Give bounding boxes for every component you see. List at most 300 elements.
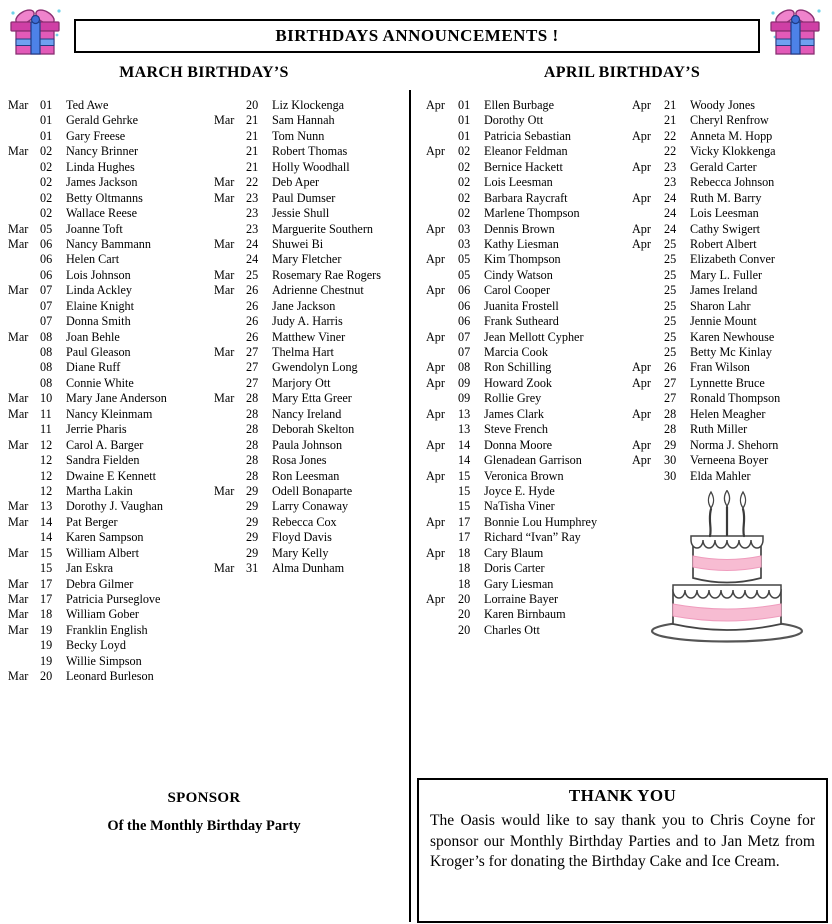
month-label: [8, 160, 40, 175]
gift-box-icon: [7, 5, 65, 57]
birthday-row: [0, 453, 408, 468]
month-label: [426, 607, 458, 622]
day-number: 11: [40, 406, 52, 421]
month-label: [214, 499, 246, 514]
month-label: [426, 206, 458, 221]
person-name: Thelma Hart: [272, 345, 334, 359]
person-name: Tom Nunn: [272, 128, 325, 143]
day-number: 05: [458, 252, 471, 267]
person-name: Adrienne Chestnut: [272, 283, 364, 298]
day-number: 28: [246, 437, 259, 452]
birthday-row: [0, 546, 408, 561]
month-label: Apr: [426, 98, 445, 112]
day-number: 08: [40, 360, 53, 375]
day-number: 27: [246, 345, 259, 359]
person-name: Cindy Watson: [484, 267, 553, 282]
person-name: Bonnie Lou Humphrey: [484, 514, 598, 529]
person-name: Eleanor Feldman: [484, 144, 568, 159]
month-label: [214, 299, 246, 314]
day-number: [246, 654, 272, 669]
month-label: [214, 546, 246, 561]
month-label: Apr: [426, 375, 445, 390]
day-number: 25: [664, 267, 677, 282]
person-name: Rosemary Rae Rogers: [272, 267, 381, 282]
day-number: 19: [40, 653, 53, 668]
day-number: 21: [246, 144, 259, 159]
person-name: Donna Moore: [484, 437, 553, 452]
month-label: Mar: [8, 669, 29, 684]
day-number: 24: [664, 221, 677, 236]
day-number: 15: [458, 468, 471, 483]
person-name: Shuwei Bi: [272, 236, 324, 251]
day-number: 11: [40, 422, 52, 437]
person-name: Franklin English: [66, 622, 148, 637]
month-label: [8, 268, 40, 283]
day-number: 25: [664, 329, 677, 344]
person-name: Jean Mellott Cypher: [484, 329, 584, 344]
month-label: [426, 561, 458, 576]
day-number: 06: [458, 283, 471, 298]
day-number: 22: [664, 128, 677, 143]
day-number: 02: [458, 206, 471, 221]
month-label: [8, 484, 40, 499]
person-name: Marcia Cook: [484, 345, 548, 359]
month-label: Mar: [8, 329, 29, 344]
person-name: Ruth M. Barry: [690, 190, 762, 205]
day-number: 25: [664, 298, 677, 313]
month-label: Mar: [8, 437, 29, 452]
birthday-row: [0, 314, 408, 329]
month-label: Apr: [426, 144, 445, 159]
person-name: Rebecca Johnson: [690, 175, 775, 190]
day-number: 28: [246, 468, 259, 483]
month-label: [8, 638, 40, 653]
birthday-row: [412, 391, 832, 406]
month-label: [8, 206, 40, 221]
birthday-row: [412, 129, 832, 144]
person-name: Bernice Hackett: [484, 159, 563, 174]
birthday-row: [412, 453, 832, 468]
birthday-row: [0, 607, 408, 622]
month-label: Apr: [426, 437, 445, 452]
person-name: Norma J. Shehorn: [690, 437, 779, 452]
month-label: [426, 453, 458, 468]
thank-you-body: The Oasis would like to say thank you to Chris Coyne for sponsor our Monthly Birthday Parties and to Jan Metz from Kroger’s for donating the Birthday Cake and Ice Cream.: [430, 812, 815, 871]
month-label: [426, 191, 458, 206]
month-label: [426, 530, 458, 545]
month-label: [632, 252, 664, 267]
person-name: Doris Carter: [484, 561, 545, 576]
birthday-row: [412, 407, 832, 422]
person-name: Kathy Liesman: [484, 236, 559, 251]
day-number: 15: [40, 545, 53, 560]
month-label: [426, 314, 458, 329]
birthday-row: [0, 469, 408, 484]
person-name: Pat Berger: [66, 514, 118, 529]
month-label: Apr: [426, 545, 445, 560]
day-number: 24: [246, 252, 259, 267]
birthday-row: [0, 268, 408, 283]
month-label: [632, 314, 664, 329]
month-label: Mar: [214, 175, 235, 190]
person-name: Deborah Skelton: [272, 422, 355, 437]
month-label: [632, 422, 664, 437]
birthday-row: [412, 206, 832, 221]
day-number: 28: [246, 391, 259, 406]
day-number: 23: [664, 159, 677, 174]
person-name: Richard “Ivan” Ray: [484, 530, 581, 545]
person-name: William Albert: [66, 545, 139, 560]
birthday-row: [0, 391, 408, 406]
month-label: Apr: [632, 236, 651, 251]
person-name: Carol Cooper: [484, 283, 551, 298]
person-name: Cathy Swigert: [690, 221, 761, 236]
day-number: 06: [40, 252, 53, 267]
month-label: [426, 268, 458, 283]
month-label: Mar: [8, 622, 29, 637]
day-number: 02: [40, 190, 53, 205]
person-name: Sandra Fielden: [66, 453, 140, 468]
day-number: 03: [458, 236, 471, 251]
person-name: Linda Hughes: [66, 159, 135, 174]
month-label: Mar: [8, 221, 29, 236]
birthday-row: [0, 530, 408, 545]
birthday-row: [0, 299, 408, 314]
person-name: Robert Thomas: [272, 144, 348, 159]
birthday-row: [412, 98, 832, 113]
person-name: Ron Leesman: [272, 468, 340, 483]
person-name: [272, 577, 408, 592]
person-name: Glenadean Garrison: [484, 453, 582, 468]
day-number: 02: [40, 159, 53, 174]
person-name: Kim Thompson: [484, 252, 561, 267]
person-name: Sharon Lahr: [690, 298, 751, 313]
month-label: [214, 623, 246, 638]
person-name: William Gober: [66, 607, 139, 622]
day-number: 18: [458, 576, 471, 591]
person-name: Betty Oltmanns: [66, 190, 143, 205]
person-name: Dorothy Ott: [484, 113, 544, 128]
person-name: Mary Kelly: [272, 545, 329, 560]
day-number: 08: [458, 360, 471, 375]
person-name: James Ireland: [690, 283, 758, 298]
birthday-row: [0, 175, 408, 190]
day-number: 02: [458, 175, 471, 190]
month-label: Mar: [8, 576, 29, 591]
person-name: Lois Leesman: [690, 206, 759, 221]
person-name: Rosa Jones: [272, 453, 327, 468]
birthday-row: [0, 592, 408, 607]
month-label: [8, 129, 40, 144]
birthday-row: [0, 407, 408, 422]
birthday-row: [412, 345, 832, 360]
day-number: 28: [246, 406, 259, 421]
day-number: 17: [40, 592, 53, 606]
month-label: Apr: [426, 514, 445, 529]
day-number: 23: [246, 221, 259, 236]
person-name: Becky Loyd: [66, 638, 126, 653]
month-label: [214, 144, 246, 159]
birthday-row: [412, 144, 832, 159]
person-name: Wallace Reese: [66, 206, 138, 221]
thank-you-box: [417, 778, 828, 923]
person-name: Alma Dunham: [272, 561, 345, 576]
day-number: 25: [246, 267, 259, 282]
day-number: 12: [40, 437, 53, 452]
person-name: Patricia Purseglove: [66, 592, 161, 606]
day-number: 15: [458, 499, 471, 514]
month-label: [214, 360, 246, 375]
person-name: Helen Meagher: [690, 406, 766, 421]
day-number: 30: [664, 468, 677, 483]
month-label: Apr: [632, 159, 651, 174]
day-number: 24: [664, 206, 677, 221]
person-name: Willie Simpson: [66, 653, 142, 668]
month-label: [214, 222, 246, 237]
person-name: Cheryl Renfrow: [690, 113, 769, 128]
person-name: Lois Leesman: [484, 175, 553, 190]
month-label: [214, 376, 246, 391]
day-number: 20: [458, 592, 471, 606]
day-number: 07: [458, 345, 471, 359]
person-name: Frank Sutheard: [484, 314, 559, 329]
month-label: Mar: [8, 144, 29, 159]
month-label: Mar: [214, 561, 235, 576]
day-number: 28: [664, 422, 677, 437]
person-name: [272, 669, 408, 684]
month-label: [426, 160, 458, 175]
day-number: 06: [458, 314, 471, 329]
day-number: 29: [664, 437, 677, 452]
day-number: 21: [664, 98, 677, 112]
month-label: [426, 499, 458, 514]
person-name: Martha Lakin: [66, 483, 133, 498]
month-label: [214, 206, 246, 221]
person-name: Floyd Davis: [272, 530, 332, 545]
birthday-row: [0, 422, 408, 437]
day-number: 01: [40, 98, 53, 112]
day-number: 23: [664, 175, 677, 190]
day-number: 13: [458, 406, 471, 421]
person-name: Lois Johnson: [66, 267, 131, 282]
person-name: Mary Fletcher: [272, 252, 342, 267]
month-label: [8, 175, 40, 190]
month-label: [426, 623, 458, 638]
month-label: [8, 360, 40, 375]
person-name: [272, 623, 408, 638]
day-number: 01: [458, 113, 471, 128]
month-label: Apr: [632, 406, 651, 421]
month-label: [8, 252, 40, 267]
day-number: 29: [246, 514, 259, 529]
day-number: 02: [458, 190, 471, 205]
day-number: [246, 638, 272, 653]
person-name: Jennie Mount: [690, 314, 757, 329]
person-name: Veronica Brown: [484, 468, 564, 483]
birthday-row: [0, 206, 408, 221]
birthday-row: [412, 314, 832, 329]
person-name: Larry Conaway: [272, 499, 349, 514]
birthday-row: [0, 438, 408, 453]
day-number: 20: [458, 607, 471, 622]
day-number: 14: [40, 530, 53, 545]
month-label: [8, 345, 40, 360]
month-label: Apr: [632, 221, 651, 236]
person-name: Ruth Miller: [690, 422, 748, 437]
birthday-row: [412, 330, 832, 345]
sponsor-block: [0, 790, 408, 835]
birthday-row: [412, 422, 832, 437]
month-label: [214, 530, 246, 545]
month-label: Mar: [8, 406, 29, 421]
day-number: 08: [40, 329, 53, 344]
month-label: Mar: [8, 514, 29, 529]
day-number: 19: [40, 638, 53, 653]
birthday-row: [412, 299, 832, 314]
march-section: [0, 64, 408, 685]
person-name: Paul Gleason: [66, 345, 131, 359]
month-label: Apr: [632, 190, 651, 205]
birthday-row: [0, 98, 408, 113]
day-number: 22: [246, 175, 259, 190]
birthday-row: [412, 360, 832, 375]
birthday-row: [412, 469, 832, 484]
day-number: 21: [246, 128, 259, 143]
month-label: Mar: [214, 267, 235, 282]
person-name: Patricia Sebastian: [484, 128, 571, 143]
person-name: Marguerite Southern: [272, 221, 373, 236]
day-number: [246, 669, 272, 684]
month-label: [8, 191, 40, 206]
person-name: Helen Cart: [66, 252, 120, 267]
person-name: Nancy Ireland: [272, 406, 342, 421]
day-number: 17: [458, 530, 471, 545]
birthday-row: [0, 345, 408, 360]
person-name: Anneta M. Hopp: [690, 128, 773, 143]
person-name: Howard Zook: [484, 375, 553, 390]
person-name: Ron Schilling: [484, 360, 552, 375]
day-number: 23: [246, 206, 259, 221]
month-label: [214, 407, 246, 422]
person-name: Matthew Viner: [272, 329, 346, 344]
person-name: Vicky Klokkenga: [690, 144, 776, 159]
month-label: [426, 299, 458, 314]
person-name: Mary L. Fuller: [690, 267, 763, 282]
month-label: [426, 237, 458, 252]
birthday-row: [412, 438, 832, 453]
person-name: Cary Blaum: [484, 545, 544, 560]
day-number: 18: [458, 545, 471, 560]
birthday-row: [412, 175, 832, 190]
person-name: Gary Liesman: [484, 576, 554, 591]
month-label: [632, 175, 664, 190]
person-name: Dennis Brown: [484, 221, 555, 236]
birthday-row: [0, 160, 408, 175]
birthday-row: [0, 144, 408, 159]
month-label: Apr: [632, 98, 651, 112]
person-name: James Jackson: [66, 175, 138, 190]
month-label: Mar: [8, 545, 29, 560]
person-name: [272, 638, 408, 653]
person-name: Jessie Shull: [272, 206, 330, 221]
march-birthday-list: [0, 98, 408, 685]
person-name: Gary Freese: [66, 128, 126, 143]
person-name: [272, 654, 408, 669]
person-name: Karen Birnbaum: [484, 607, 566, 622]
person-name: Holly Woodhall: [272, 159, 350, 174]
person-name: Charles Ott: [484, 622, 540, 637]
month-label: Apr: [426, 252, 445, 267]
day-number: 24: [246, 236, 259, 251]
birthday-row: [412, 268, 832, 283]
person-name: Ronald Thompson: [690, 391, 781, 406]
person-name: Rebecca Cox: [272, 514, 337, 529]
birthday-row: [0, 577, 408, 592]
day-number: 02: [458, 144, 471, 159]
day-number: 30: [664, 453, 677, 468]
birthday-row: [412, 252, 832, 267]
month-label: Mar: [8, 391, 29, 406]
day-number: 25: [664, 252, 677, 267]
month-label: Mar: [214, 345, 235, 359]
birthday-cake-icon: [640, 490, 815, 658]
month-label: [632, 469, 664, 484]
day-number: 13: [458, 422, 471, 437]
day-number: 12: [40, 483, 53, 498]
month-label: [214, 314, 246, 329]
day-number: 29: [246, 545, 259, 560]
month-label: [426, 129, 458, 144]
person-name: Ellen Burbage: [484, 98, 555, 112]
march-heading: MARCH BIRTHDAY’S: [119, 64, 289, 81]
month-label: [214, 515, 246, 530]
person-name: Marjory Ott: [272, 375, 331, 390]
day-number: 12: [40, 468, 53, 483]
april-heading: APRIL BIRTHDAY’S: [543, 64, 701, 81]
month-label: [8, 422, 40, 437]
day-number: 25: [664, 236, 677, 251]
birthday-row: [0, 113, 408, 128]
person-name: Gerald Carter: [690, 159, 757, 174]
day-number: 22: [664, 144, 677, 159]
day-number: 06: [458, 298, 471, 313]
person-name: Liz Klockenga: [272, 98, 345, 112]
person-name: James Clark: [484, 406, 544, 421]
person-name: Betty Mc Kinlay: [690, 345, 772, 359]
person-name: Connie White: [66, 375, 134, 390]
day-number: 27: [664, 375, 677, 390]
day-number: 07: [458, 329, 471, 344]
person-name: Rollie Grey: [484, 391, 542, 406]
month-label: [426, 113, 458, 128]
birthday-row: [412, 376, 832, 391]
day-number: [246, 607, 272, 622]
thank-you-heading: THANK YOU: [568, 786, 677, 805]
day-number: 21: [664, 113, 677, 128]
day-number: 28: [246, 422, 259, 437]
month-label: Apr: [426, 592, 445, 606]
birthday-row: [0, 360, 408, 375]
month-label: [214, 252, 246, 267]
day-number: 02: [40, 144, 53, 159]
person-name: Donna Smith: [66, 314, 131, 329]
person-name: Joanne Toft: [66, 221, 123, 236]
page-title: BIRTHDAYS ANNOUNCEMENTS !: [275, 26, 559, 45]
day-number: 23: [246, 190, 259, 205]
month-label: Apr: [426, 468, 445, 483]
month-label: Mar: [214, 236, 235, 251]
day-number: 05: [40, 221, 53, 236]
